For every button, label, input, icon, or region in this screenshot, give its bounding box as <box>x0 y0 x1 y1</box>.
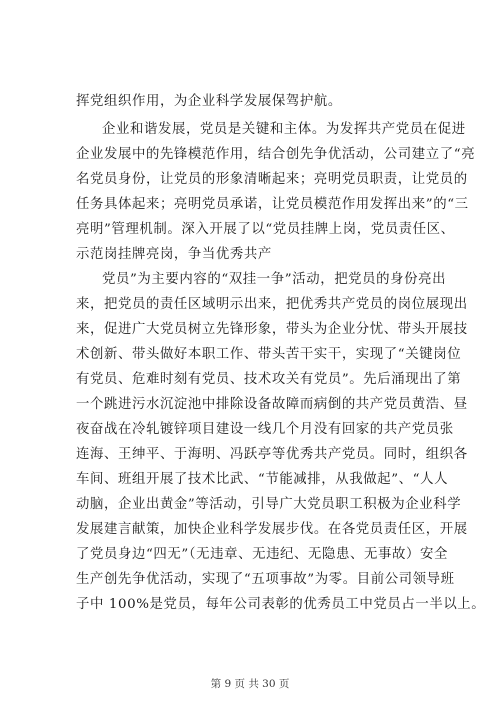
paragraph-line: 有党员、危难时刻有党员、技术攻关有党员”。先后涌现出了第 <box>76 372 462 387</box>
paragraph-line: 企业发展中的先锋模范作用，结合创先争优活动，公司建立了“亮 <box>76 147 476 162</box>
paragraph-line: 来，把党员的责任区域明示出来，把优秀共产党员的岗位展现出 <box>76 297 468 312</box>
paragraph-line: 任务具体起来；亮明党员承诺，让党员模范作用发挥出来”的“三 <box>76 197 469 212</box>
paragraph-line: 示范岗挂牌亮岗，争当优秀共产 <box>76 247 272 262</box>
paragraph-line: 来，促进广大党员树立先锋形象，带头为企业分忧、带头开展技 <box>76 322 468 337</box>
paragraph-line: 亮明”管理机制。深入开展了以“党员挂牌上岗，党员责任区、 <box>76 222 455 237</box>
paragraph-line: 车间、班组开展了技术比武、“节能减排，从我做起”、“人人 <box>76 472 449 487</box>
page-number-footer: 第 9 页 共 30 页 <box>210 678 290 690</box>
paragraph-line: 动脑，企业出黄金”等活动，引导广大党员职工积极为企业科学 <box>76 497 462 512</box>
paragraph-line: 了党员身边“四无”（无违章、无违纪、无隐患、无事故）安全 <box>76 547 448 562</box>
paragraph-line: 党员”为主要内容的“双挂一争”活动，把党员的身份亮出 <box>102 272 447 287</box>
paragraph-line: 一个跳进污水沉淀池中排除设备故障而病倒的共产党员黄浩、昼 <box>76 397 468 412</box>
paragraph-line: 术创新、带头做好本职工作、带头苦干实干，实现了“关键岗位 <box>76 347 462 362</box>
paragraph-line: 生产创先争优活动，实现了“五项事故”为零。目前公司领导班 <box>76 572 455 587</box>
paragraph-line: 企业和谐发展，党员是关键和主体。为发挥共产党员在促进 <box>102 122 466 137</box>
paragraph-line: 名党员身份，让党员的形象清晰起来；亮明党员职责，让党员的 <box>76 172 468 187</box>
paragraph-line: 子中 100%是党员，每年公司表彰的优秀员工中党员占一半以上。 <box>76 597 486 612</box>
paragraph-line: 连海、王绅平、于海明、冯跃亭等优秀共产党员。同时，组织各 <box>76 447 468 462</box>
paragraph-line: 夜奋战在冷轧镀锌项目建设一线几个月没有回家的共产党员张 <box>76 422 454 437</box>
paragraph-line: 发展建言献策，加快企业科学发展步伐。在各党员责任区，开展 <box>76 522 468 537</box>
paragraph-line: 挥党组织作用，为企业科学发展保驾护航。 <box>76 94 342 109</box>
